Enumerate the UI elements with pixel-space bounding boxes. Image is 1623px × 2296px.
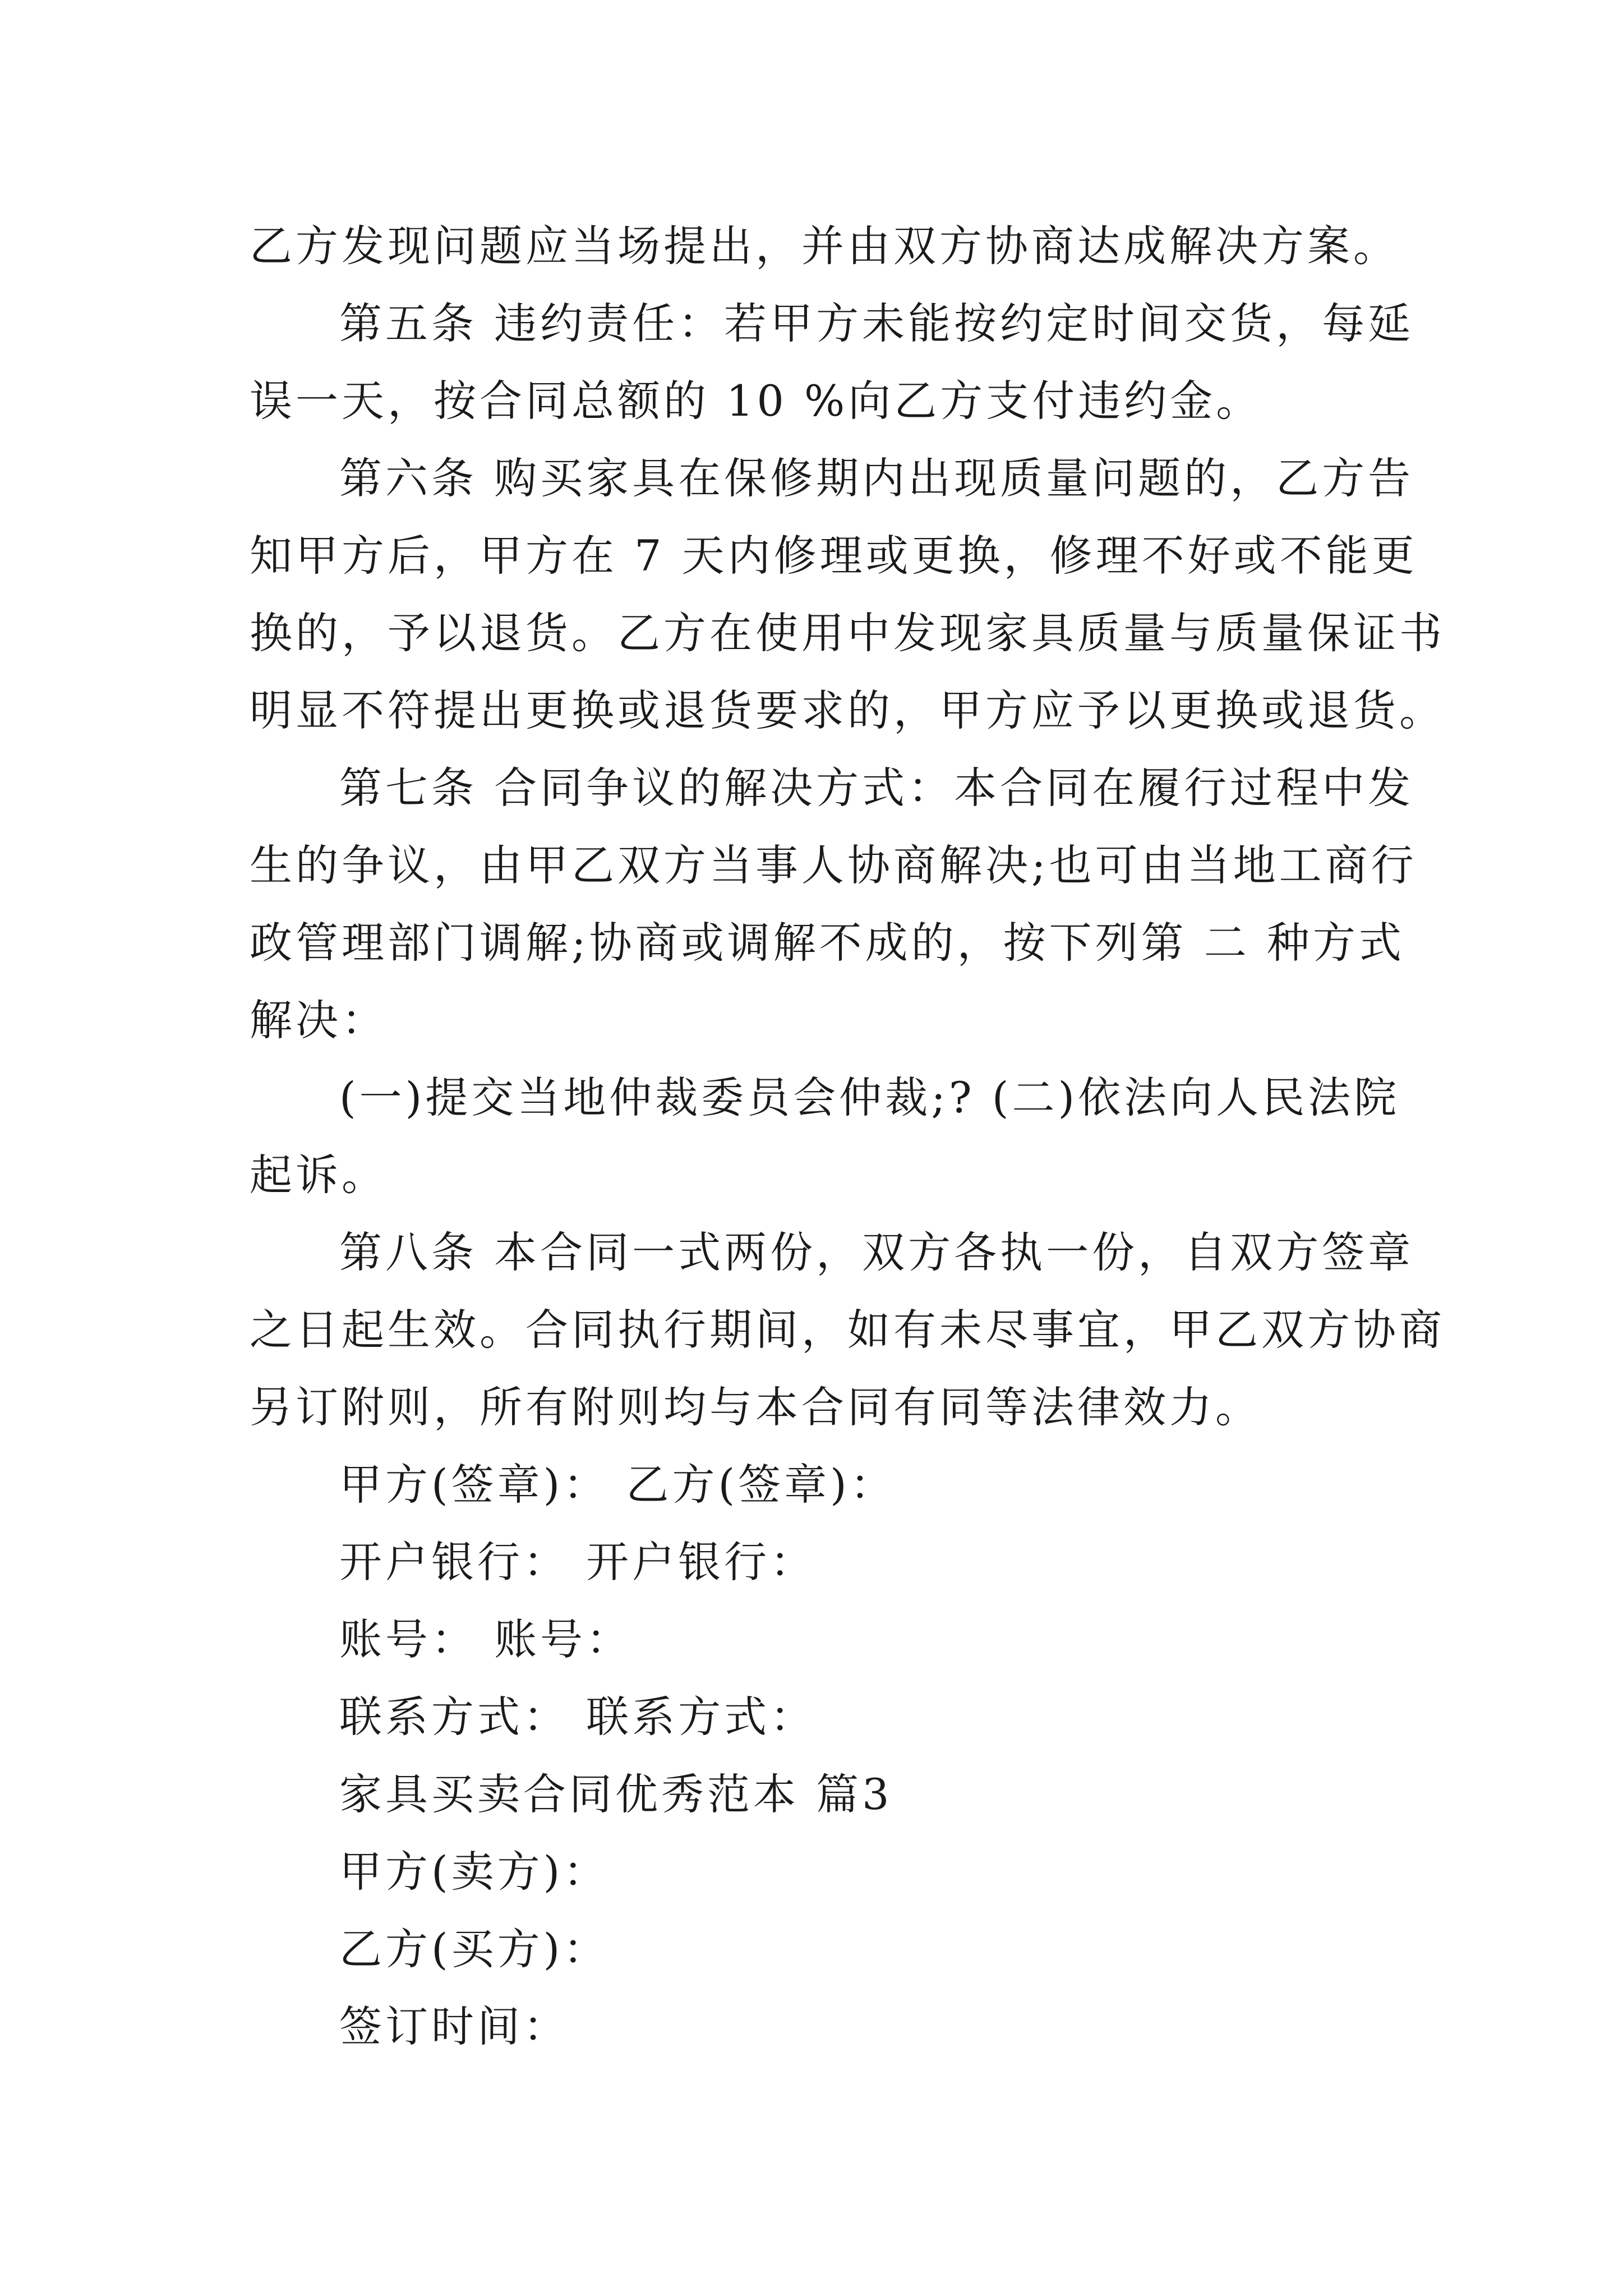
signing-date-line: 签订时间： bbox=[339, 2001, 569, 2051]
article-6-heading-line: 第六条 购买家具在保修期内出现质量问题的，乙方告 bbox=[339, 453, 1414, 503]
paragraph-line: 乙方发现问题应当场提出，并由双方协商达成解决方案。 bbox=[250, 221, 1399, 271]
contact-line: 联系方式： 联系方式： bbox=[339, 1692, 817, 1742]
bank-line: 开户银行： 开户银行： bbox=[339, 1537, 817, 1587]
paragraph-line: 误一天，按合同总额的 10 %向乙方支付违约金。 bbox=[250, 376, 1262, 426]
account-line: 账号： 账号： bbox=[339, 1614, 633, 1664]
article-8-heading-line: 第八条 本合同一式两份，双方各执一份，自双方签章 bbox=[339, 1227, 1414, 1277]
party-a-line: 甲方(卖方)： bbox=[339, 1847, 610, 1897]
paragraph-line: 之日起生效。合同执行期间，如有未尽事宜，甲乙双方协商 bbox=[250, 1305, 1445, 1355]
paragraph-line: 另订附则，所有附则均与本合同有同等法律效力。 bbox=[250, 1382, 1261, 1432]
party-b-line: 乙方(买方)： bbox=[339, 1924, 610, 1974]
signature-line: 甲方(签章)： 乙方(签章)： bbox=[339, 1460, 896, 1510]
paragraph-line: 解决： bbox=[250, 995, 388, 1045]
paragraph-line: 政管理部门调解;协商或调解不成的，按下列第 二 种方式 bbox=[250, 918, 1405, 968]
paragraph-line: 知甲方后，甲方在 7 天内修理或更换，修理不好或不能更 bbox=[250, 531, 1418, 581]
article-7-heading-line: 第七条 合同争议的解决方式：本合同在履行过程中发 bbox=[339, 763, 1414, 813]
paragraph-line: 明显不符提出更换或退货要求的，甲方应予以更换或退货。 bbox=[250, 685, 1445, 735]
dispute-options-line: (一)提交当地仲裁委员会仲裁;? (二)依法向人民法院 bbox=[339, 1073, 1400, 1122]
section-title-line: 家具买卖合同优秀范本 篇3 bbox=[339, 1769, 893, 1819]
paragraph-line: 生的争议，由甲乙双方当事人协商解决;也可由当地工商行 bbox=[250, 840, 1417, 890]
paragraph-line: 换的，予以退货。乙方在使用中发现家具质量与质量保证书 bbox=[250, 608, 1445, 658]
paragraph-line: 起诉。 bbox=[250, 1150, 388, 1200]
article-5-heading-line: 第五条 违约责任：若甲方未能按约定时间交货，每延 bbox=[339, 298, 1414, 348]
document-body bbox=[250, 208, 1445, 2065]
